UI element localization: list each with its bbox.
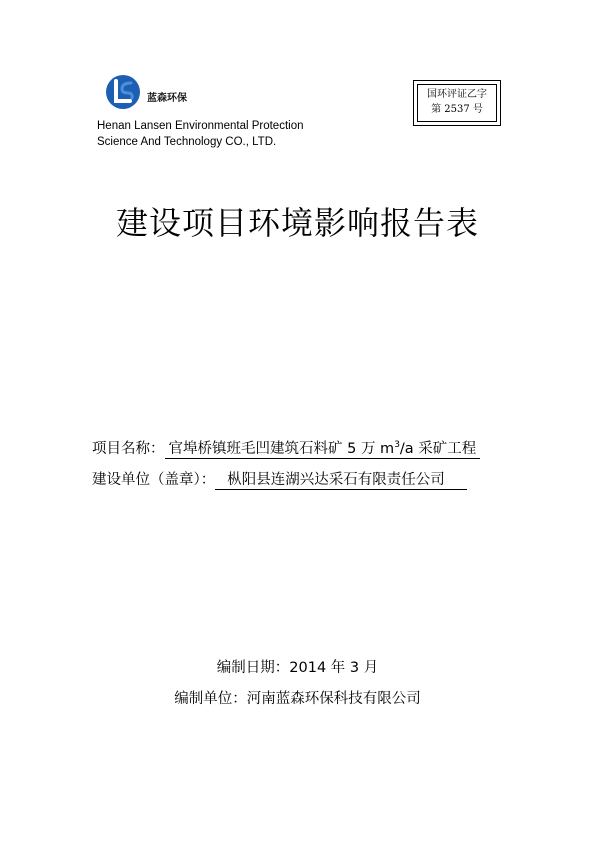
compile-org-label: 编制单位： — [174, 691, 247, 707]
certificate-box — [413, 80, 501, 126]
project-name-row — [92, 437, 480, 459]
project-name-value — [165, 437, 481, 459]
document-title: 建设项目环境影响报告表 — [115, 204, 479, 242]
certificate-line2: 第 2537 号 — [431, 104, 483, 115]
certificate-line1: 国环评证乙字 — [427, 89, 487, 100]
project-name-label: 项目名称： — [92, 441, 165, 457]
builder-label: 建设单位（盖章）： — [92, 472, 216, 488]
logo-name: 蓝森环保 — [147, 93, 187, 104]
project-name-text: 官埠桥镇班毛凹建筑石料矿 5 万 m — [168, 441, 395, 457]
compile-date-label: 编制日期： — [216, 660, 290, 676]
compile-date-row — [0, 656, 595, 677]
compile-org-value: 河南蓝森环保科技有限公司 — [246, 691, 421, 707]
compile-org-row — [0, 687, 595, 708]
builder-row — [92, 468, 467, 490]
compile-date-value: 2014 年 3 月 — [289, 660, 379, 676]
company-name-en-line1: Henan Lansen Environmental Protection — [97, 120, 304, 132]
company-logo — [105, 74, 141, 110]
project-name-suffix: /a 采矿工程 — [399, 441, 477, 457]
company-name-en-line2: Science And Technology CO., LTD. — [97, 136, 277, 148]
builder-value: 枞阳县连湖兴达采石有限责任公司 — [215, 468, 467, 490]
project-name-superscript: 3 — [394, 440, 400, 451]
